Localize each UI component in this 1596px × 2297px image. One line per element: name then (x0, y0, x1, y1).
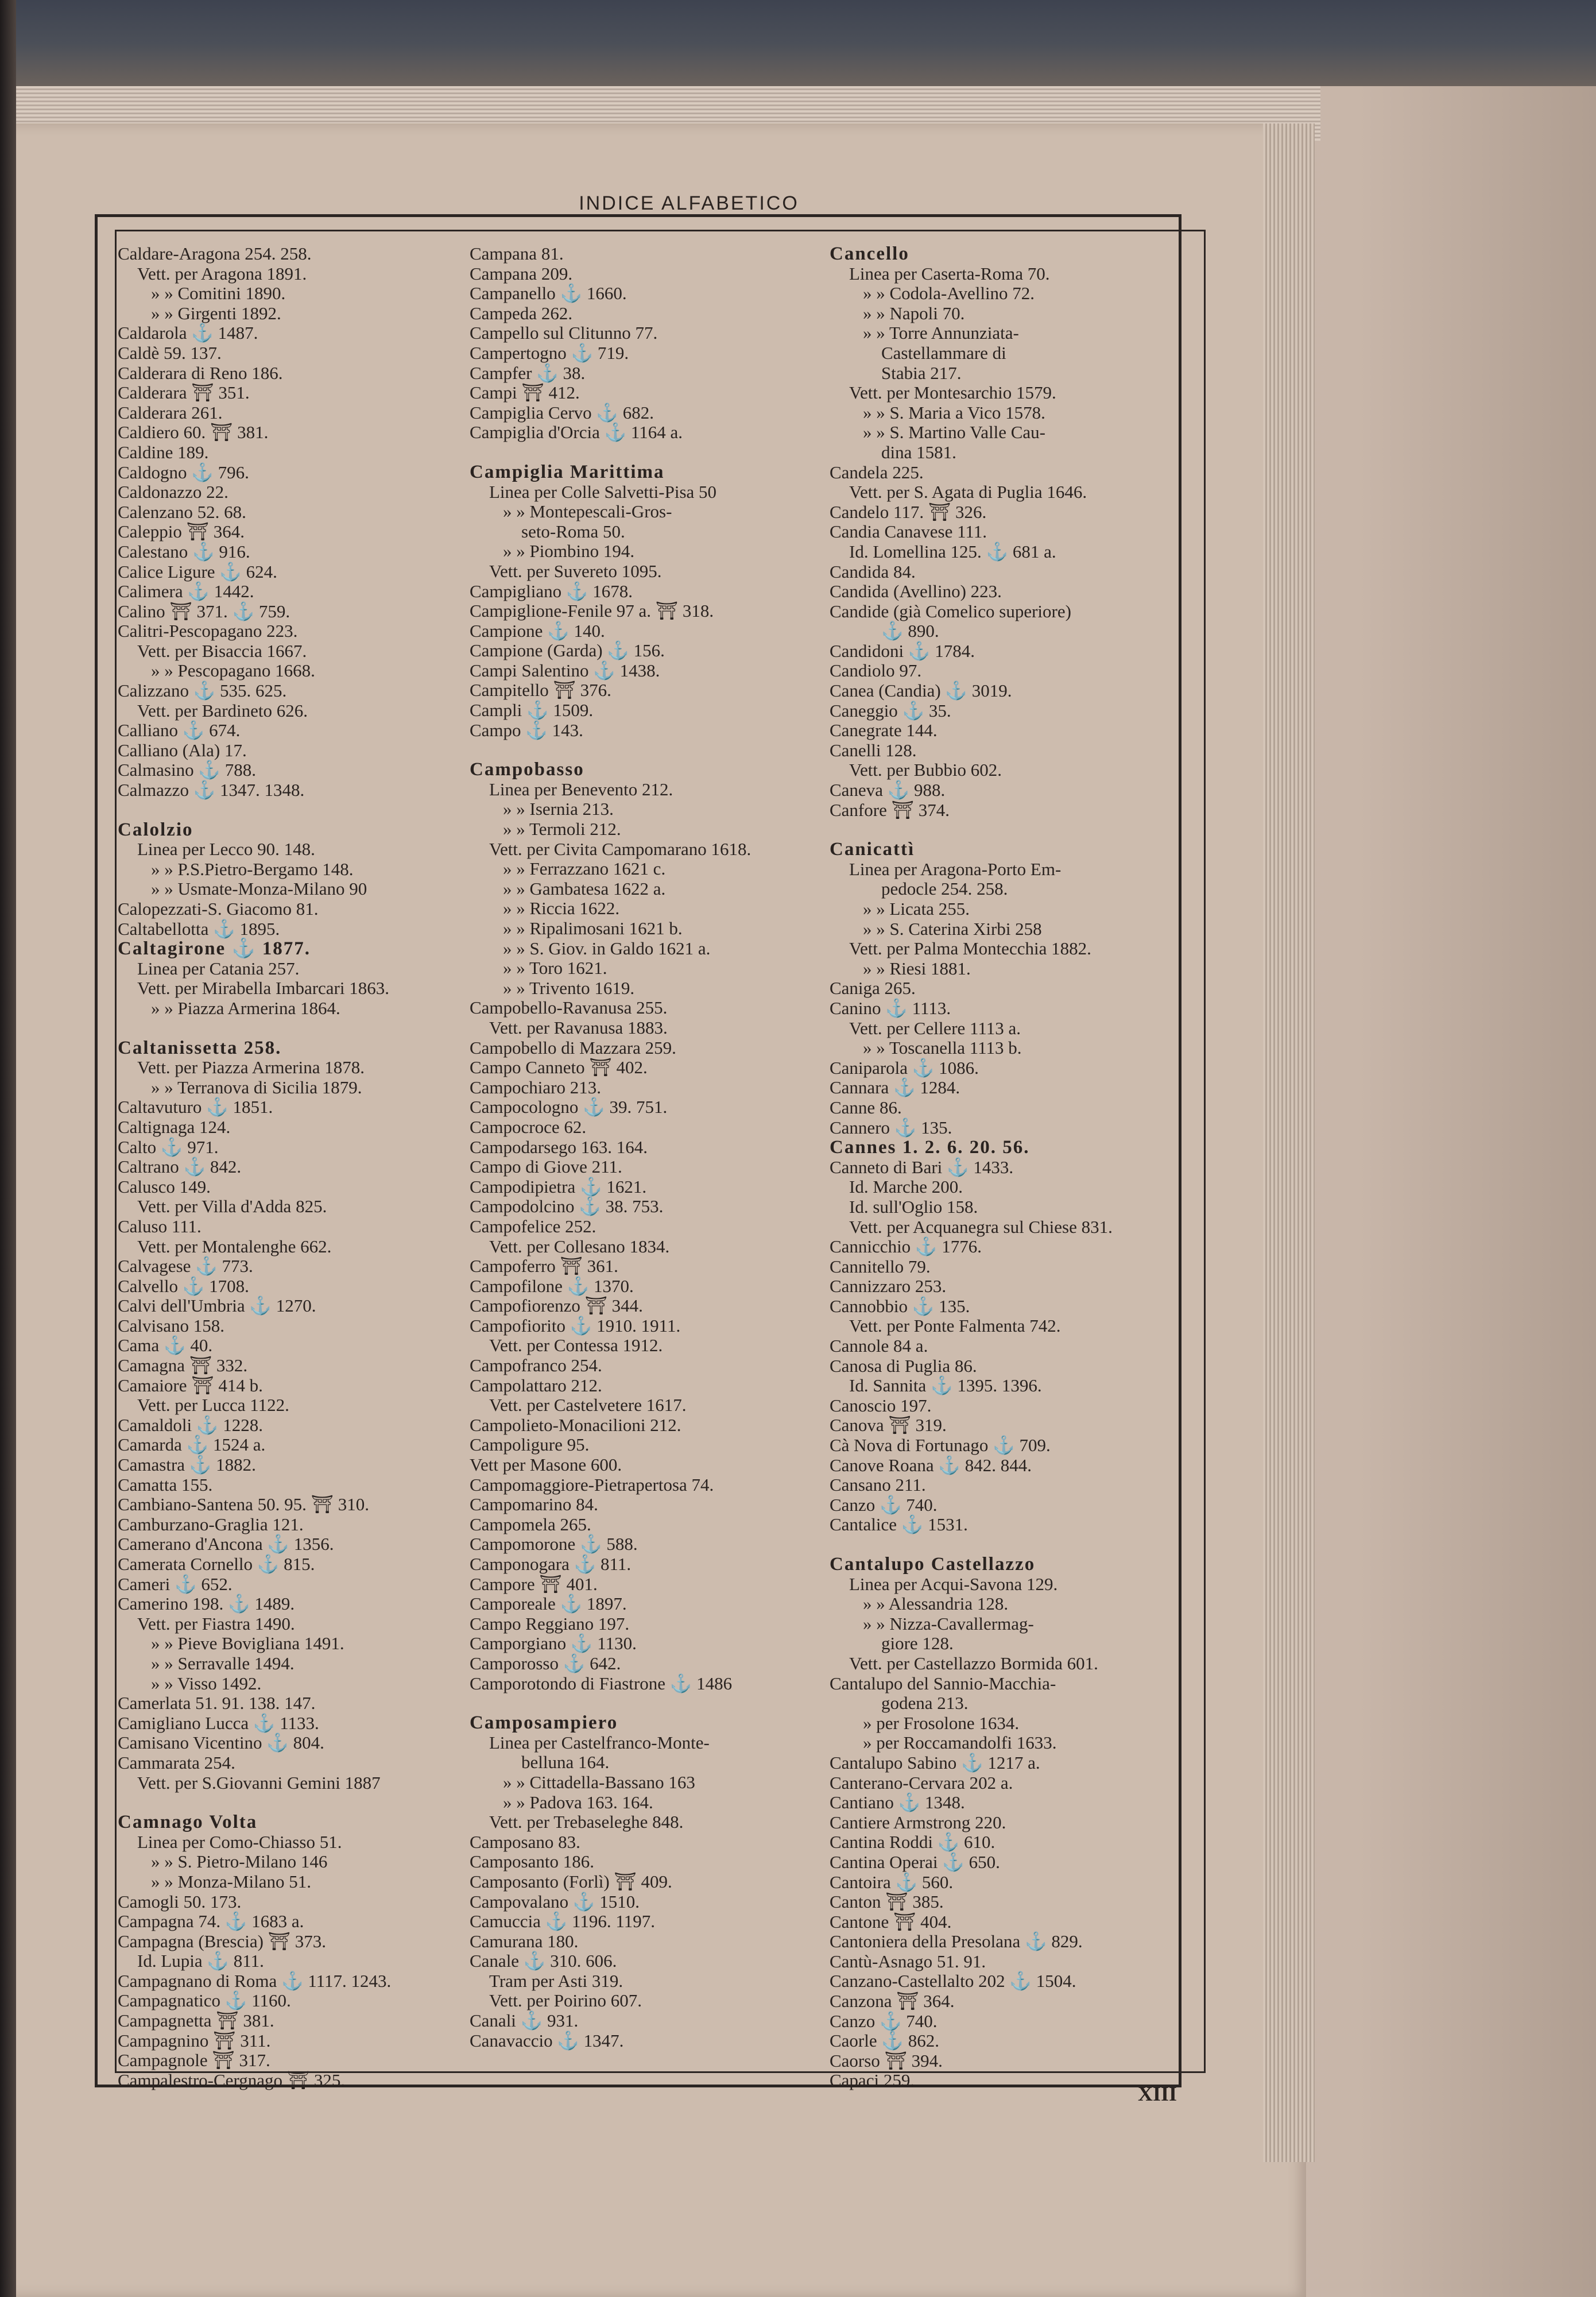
index-entry: » » Pescopagano 1668. (151, 660, 315, 681)
index-entry: Camatta 155. (118, 1474, 213, 1495)
index-entry: » » Isernia 213. (503, 799, 614, 819)
index-entry: Cantalice ⚓ 1531. (830, 1514, 968, 1535)
index-entry: » per Roccamandolfi 1633. (863, 1733, 1057, 1753)
index-entry: Campofilone ⚓ 1370. (470, 1275, 634, 1296)
index-entry: Calmazzo ⚓ 1347. 1348. (118, 780, 305, 801)
index-entry: Vett. per Contessa 1912. (489, 1335, 663, 1356)
index-entry: Linea per Caserta-Roma 70. (849, 263, 1050, 284)
index-entry: Camaiore ⛩ 414 b. (118, 1375, 263, 1395)
index-entry: Campodarsego 163. 164. (470, 1136, 648, 1157)
index-entry: Calino ⛩ 371. ⚓ 759. (118, 601, 290, 621)
index-entry: Camerano d'Ancona ⚓ 1356. (118, 1534, 334, 1554)
index-entry: Id. Marche 200. (849, 1177, 963, 1197)
index-entry: Canne 86. (830, 1097, 902, 1117)
index-entry: Cantalupo Castellazzo (830, 1554, 1036, 1575)
index-entry: » » Riccia 1622. (503, 898, 620, 919)
index-entry: Canino ⚓ 1113. (830, 997, 951, 1018)
index-entry: Canton ⛩ 385. (830, 1892, 944, 1912)
index-entry: Vett. per Poirino 607. (489, 1990, 642, 2011)
index-entry: Campo Reggiano 197. (470, 1613, 630, 1634)
index-entry: » » S. Martino Valle Cau- (863, 422, 1046, 443)
index-entry: Camposanto (Forlì) ⛩ 409. (470, 1871, 672, 1892)
index-entry: Campanello ⚓ 1660. (470, 283, 627, 304)
index-entry: Id. sull'Oglio 158. (849, 1196, 978, 1217)
index-entry: Camponogara ⚓ 811. (470, 1554, 632, 1574)
index-entry: Calvello ⚓ 1708. (118, 1275, 249, 1296)
index-entry: Campeda 262. (470, 303, 573, 323)
index-entry: Camastra ⚓ 1882. (118, 1455, 256, 1475)
index-entry: Campello sul Clitunno 77. (470, 323, 658, 343)
index-entry: Canzona ⛩ 364. (830, 1991, 955, 2012)
index-entry: » » Codola-Avellino 72. (863, 283, 1035, 304)
index-entry: belluna 164. (521, 1752, 610, 1773)
index-entry: Cannizzaro 253. (830, 1276, 947, 1297)
index-entry: » » Termoli 212. (503, 819, 621, 840)
index-entry: Cannero ⚓ 135. (830, 1117, 952, 1138)
index-entry: Camigliano Lucca ⚓ 1133. (118, 1712, 319, 1733)
cover-strip (0, 0, 1596, 86)
index-entry: Vett. per Bubbio 602. (849, 760, 1002, 780)
index-entry: Campagnetta ⛩ 381. (118, 2010, 274, 2031)
index-entry: Id. Lomellina 125. ⚓ 681 a. (849, 541, 1056, 562)
index-entry: Vett. per Collesano 1834. (489, 1236, 670, 1256)
index-entry: Calice Ligure ⚓ 624. (118, 561, 277, 582)
index-entry: » » Gambatesa 1622 a. (503, 878, 666, 899)
index-entry: Campomorone ⚓ 588. (470, 1534, 638, 1554)
index-entry: Campofiorenzo ⛩ 344. (470, 1296, 643, 1316)
index-entry: Cannicchio ⚓ 1776. (830, 1236, 982, 1257)
index-entry: Campochiaro 213. (470, 1077, 602, 1097)
binding-edge (0, 0, 16, 2297)
index-entry: Campagnole ⛩ 317. (118, 2050, 270, 2071)
index-entry: Camogli 50. 173. (118, 1891, 242, 1912)
index-entry: » » S. Caterina Xirbi 258 (863, 918, 1042, 939)
index-entry: Caldè 59. 137. (118, 342, 222, 363)
index-column-2 (470, 244, 808, 2051)
index-entry: Canterano-Cervara 202 a. (830, 1772, 1013, 1793)
index-entry: Campomela 265. (470, 1514, 591, 1534)
index-entry: Campiglione-Fenile 97 a. ⛩ 318. (470, 601, 714, 621)
index-entry: Stabia 217. (881, 362, 962, 383)
index-entry: Caldiero 60. ⛩ 381. (118, 422, 269, 443)
index-entry: godena 213. (881, 1693, 969, 1714)
index-entry: Vett. per Castellazzo Bormida 601. (849, 1653, 1098, 1673)
index-entry: Calliano ⚓ 674. (118, 720, 241, 741)
index-entry: Camarda ⚓ 1524 a. (118, 1434, 266, 1455)
index-entry: Vett. per S.Giovanni Gemini 1887 (137, 1772, 381, 1793)
index-entry: Linea per Benevento 212. (489, 779, 673, 799)
index-entry: Campolieto-Monacilioni 212. (470, 1414, 681, 1435)
index-entry: Camagna ⛩ 332. (118, 1355, 248, 1376)
index-entry: Caluso 111. (118, 1216, 202, 1236)
index-entry: » » Ferrazzano 1621 c. (503, 859, 666, 879)
index-entry: Caorle ⚓ 862. (830, 2031, 939, 2051)
index-entry: Cantiere Armstrong 220. (830, 1812, 1006, 1832)
index-entry: Camuccia ⚓ 1196. 1197. (470, 1911, 655, 1932)
index-entry: » » Pieve Bovigliana 1491. (151, 1633, 344, 1654)
index-entry: Calderara 261. (118, 402, 223, 423)
index-entry: Caneva ⚓ 988. (830, 780, 946, 801)
index-entry: Campobello di Mazzara 259. (470, 1037, 676, 1058)
index-entry: Candiolo 97. (830, 660, 922, 681)
index-entry: Cannes 1. 2. 6. 20. 56. (830, 1137, 1030, 1158)
index-entry: » » P.S.Pietro-Bergamo 148. (151, 859, 354, 879)
index-entry: Campocologno ⚓ 39. 751. (470, 1097, 668, 1117)
index-entry: » » Trivento 1619. (503, 977, 635, 998)
index-entry: Canosa di Puglia 86. (830, 1355, 977, 1376)
index-entry: » » Visso 1492. (151, 1673, 262, 1693)
index-entry: Linea per Colle Salvetti-Pisa 50 (489, 481, 717, 502)
index-entry: Calto ⚓ 971. (118, 1136, 219, 1157)
index-entry: Campione ⚓ 140. (470, 620, 605, 641)
index-entry: Id. Sannita ⚓ 1395. 1396. (849, 1375, 1042, 1396)
index-entry: Cantiano ⚓ 1348. (830, 1792, 965, 1813)
index-entry: Candia Canavese 111. (830, 521, 987, 542)
index-entry: Calliano (Ala) 17. (118, 740, 247, 760)
index-entry: Calestano ⚓ 916. (118, 541, 250, 562)
index-entry: Canova ⛩ 319. (830, 1415, 947, 1436)
index-entry: Campagnano di Roma ⚓ 1117. 1243. (118, 1970, 392, 1991)
index-entry: Canzo ⚓ 740. (830, 2010, 938, 2031)
index-entry: Vett. per Montesarchio 1579. (849, 382, 1056, 403)
index-entry: Caneggio ⚓ 35. (830, 700, 951, 721)
index-entry: Linea per Castelfranco-Monte- (489, 1732, 710, 1753)
index-entry: Campli ⚓ 1509. (470, 700, 594, 721)
page-stack-right-edge (1263, 123, 1315, 2162)
index-entry: » » Ripalimosani 1621 b. (503, 918, 683, 938)
index-entry: Caltavuturo ⚓ 1851. (118, 1097, 273, 1117)
index-entry: Campobasso (470, 759, 584, 780)
index-entry: Calderara ⛩ 351. (118, 382, 250, 403)
index-entry: Candide (già Comelico superiore) (830, 601, 1071, 621)
index-entry: Caldarola ⚓ 1487. (118, 323, 258, 343)
index-entry: Campore ⛩ 401. (470, 1573, 598, 1594)
index-entry: ⚓ 890. (881, 621, 939, 641)
index-entry: Vett. per Aragona 1891. (137, 263, 307, 284)
index-entry: Campiglia Marittima (470, 461, 665, 482)
index-entry: Campofiorito ⚓ 1910. 1911. (470, 1315, 681, 1336)
index-entry: Camerlata 51. 91. 138. 147. (118, 1693, 316, 1714)
index-entry: Cansano 211. (830, 1475, 926, 1495)
index-entry: Cancello (830, 243, 909, 264)
index-entry: Campfer ⚓ 38. (470, 362, 586, 383)
index-entry: Vett. per Lucca 1122. (137, 1395, 289, 1416)
page-header: INDICE ALFABETICO (579, 192, 799, 214)
index-entry: Vett. per Castelvetere 1617. (489, 1395, 687, 1416)
index-entry: Campagnatico ⚓ 1160. (118, 1990, 291, 2011)
index-entry: Cantone ⛩ 404. (830, 1911, 952, 1932)
index-entry: Linea per Lecco 90. 148. (137, 839, 315, 860)
index-entry: Caldogno ⚓ 796. (118, 462, 249, 482)
index-entry: » » Piombino 194. (503, 541, 635, 562)
index-entry: » » Nizza-Cavallermag- (863, 1613, 1034, 1634)
index-entry: » » Cittadella-Bassano 163 (503, 1772, 695, 1792)
index-entry: Campolattaro 212. (470, 1375, 602, 1395)
index-entry: Vett. per Fiastra 1490. (137, 1613, 295, 1634)
index-entry: » » Licata 255. (863, 899, 970, 919)
index-entry: Campiglia d'Orcia ⚓ 1164 a. (470, 422, 683, 443)
index-entry: Campofranco 254. (470, 1355, 602, 1376)
index-entry: Campo di Giove 211. (470, 1157, 622, 1177)
index-entry: Cannitello 79. (830, 1256, 931, 1277)
index-entry: Campo ⚓ 143. (470, 720, 583, 740)
index-entry: Campi ⛩ 412. (470, 382, 580, 403)
index-entry: Camisano Vicentino ⚓ 804. (118, 1733, 324, 1753)
index-entry: Calvisano 158. (118, 1315, 224, 1336)
index-entry: Vett per Masone 600. (470, 1455, 622, 1475)
index-entry: Calitri-Pescopagano 223. (118, 621, 298, 641)
index-entry: Vett. per S. Agata di Puglia 1646. (849, 482, 1087, 502)
index-entry: Cantalupo Sabino ⚓ 1217 a. (830, 1752, 1040, 1773)
index-entry: Campobello-Ravanusa 255. (470, 997, 668, 1018)
index-entry: Calderara di Reno 186. (118, 362, 283, 383)
index-column-3 (830, 244, 1168, 2091)
index-entry: Campofelice 252. (470, 1216, 596, 1236)
index-entry: Camposanto 186. (470, 1851, 594, 1872)
index-entry: Capaci 259. (830, 2070, 915, 2091)
index-entry: Canelli 128. (830, 740, 917, 760)
index-entry: Cannole 84 a. (830, 1336, 928, 1356)
index-entry: Linea per Acqui-Savona 129. (849, 1573, 1058, 1594)
index-entry: Cannara ⚓ 1284. (830, 1077, 960, 1098)
index-entry: » » Serravalle 1494. (151, 1653, 295, 1673)
index-entry: Caldare-Aragona 254. 258. (118, 243, 312, 264)
index-entry: Canfore ⛩ 374. (830, 799, 950, 820)
index-entry: » » Toscanella 1113 b. (863, 1038, 1022, 1058)
index-entry: » » S. Giov. in Galdo 1621 a. (503, 938, 711, 958)
index-entry: Id. Lupia ⚓ 811. (137, 1951, 264, 1971)
index-entry: Camporgiano ⚓ 1130. (470, 1633, 637, 1654)
index-entry: » » Torre Annunziata- (863, 323, 1019, 343)
index-entry: Campoligure 95. (470, 1434, 590, 1455)
index-entry: Caltabellotta ⚓ 1895. (118, 918, 280, 939)
index-entry: Cambiano-Santena 50. 95. ⛩ 310. (118, 1494, 369, 1515)
index-entry: Caltagirone ⚓ 1877. (118, 938, 311, 960)
index-entry: Canale ⚓ 310. 606. (470, 1951, 617, 1971)
index-entry: Vett. per Mirabella Imbarcari 1863. (137, 978, 389, 999)
index-entry: Campagna 74. ⚓ 1683 a. (118, 1911, 304, 1932)
index-entry: » » Usmate-Monza-Milano 90 (151, 879, 367, 899)
index-entry: » » Comitini 1890. (151, 283, 286, 304)
index-entry: Canzo ⚓ 740. (830, 1494, 938, 1515)
index-entry: » » S. Maria a Vico 1578. (863, 402, 1045, 423)
index-entry: Caniparola ⚓ 1086. (830, 1057, 979, 1078)
index-entry: Canavaccio ⚓ 1347. (470, 2030, 624, 2051)
index-entry: pedocle 254. 258. (881, 879, 1008, 899)
index-entry: Canegrate 144. (830, 720, 938, 741)
index-entry: Candida (Avellino) 223. (830, 581, 1002, 602)
index-entry: Vett. per Ravanusa 1883. (489, 1017, 668, 1038)
index-entry: Calolzio (118, 819, 193, 840)
index-entry: Tram per Asti 319. (489, 1970, 623, 1991)
index-entry: Camnago Volta (118, 1812, 258, 1833)
index-entry: Calimera ⚓ 1442. (118, 581, 254, 602)
index-entry: Calenzano 52. 68. (118, 501, 246, 522)
index-entry: Calvagese ⚓ 773. (118, 1256, 253, 1277)
index-entry: Vett. per Civita Campomarano 1618. (489, 838, 751, 859)
index-entry: Vett. per Montalenghe 662. (137, 1236, 332, 1256)
index-entry: Caorso ⛩ 394. (830, 2050, 943, 2071)
index-entry: Camporosso ⚓ 642. (470, 1653, 621, 1673)
index-entry: Candida 84. (830, 561, 916, 582)
index-entry: Caldonazzo 22. (118, 482, 228, 502)
index-entry: Campomaggiore-Pietrapertosa 74. (470, 1474, 714, 1495)
index-entry: Camposampiero (470, 1712, 618, 1734)
index-entry: Vett. per Suvereto 1095. (489, 560, 662, 581)
index-entry: Caniga 265. (830, 978, 916, 999)
index-entry: Campigliano ⚓ 1678. (470, 581, 633, 601)
index-entry: » » Toro 1621. (503, 958, 607, 979)
index-entry: Camerata Cornello ⚓ 815. (118, 1554, 315, 1574)
index-entry: Campana 209. (470, 263, 573, 284)
index-entry: » » Monza-Milano 51. (151, 1871, 311, 1892)
index-entry: Canicattì (830, 839, 915, 860)
index-entry: Campo Canneto ⛩ 402. (470, 1057, 648, 1078)
index-entry: Cammarata 254. (118, 1752, 235, 1773)
index-entry: » » Napoli 70. (863, 303, 965, 323)
index-entry: Candidoni ⚓ 1784. (830, 640, 975, 661)
index-entry: Camposano 83. (470, 1831, 580, 1852)
index-entry: Cameri ⚓ 652. (118, 1573, 233, 1594)
index-entry: Campagna (Brescia) ⛩ 373. (118, 1931, 327, 1951)
index-entry: » » Terranova di Sicilia 1879. (151, 1077, 362, 1097)
index-entry: » per Frosolone 1634. (863, 1712, 1020, 1733)
index-entry: Calusco 149. (118, 1176, 211, 1197)
index-entry: Campitello ⛩ 376. (470, 680, 611, 701)
index-entry: Cantalupo del Sannio-Macchia- (830, 1673, 1056, 1693)
index-entry: Camburzano-Graglia 121. (118, 1514, 304, 1534)
index-entry: Campagnino ⛩ 311. (118, 2030, 271, 2051)
index-entry: Campodolcino ⚓ 38. 753. (470, 1196, 664, 1217)
index-entry: Camaldoli ⚓ 1228. (118, 1414, 263, 1435)
index-entry: Caltrano ⚓ 842. (118, 1157, 242, 1177)
index-entry: Vett. per Piazza Armerina 1878. (137, 1057, 365, 1078)
index-entry: Caltignaga 124. (118, 1116, 231, 1137)
index-entry: Calmasino ⚓ 788. (118, 760, 256, 780)
index-entry: Vett. per Acquanegra sul Chiese 831. (849, 1216, 1113, 1237)
index-entry: Canove Roana ⚓ 842. 844. (830, 1455, 1032, 1475)
index-entry: Cantù-Asnago 51. 91. (830, 1951, 986, 1971)
index-entry: seto-Roma 50. (521, 521, 625, 542)
index-entry: Camurana 180. (470, 1931, 579, 1951)
index-entry: Calopezzati-S. Giacomo 81. (118, 899, 319, 919)
index-entry: Linea per Como-Chiasso 51. (137, 1831, 342, 1852)
index-entry: Camporeale ⚓ 1897. (470, 1594, 627, 1614)
index-entry: Campione (Garda) ⚓ 156. (470, 640, 665, 661)
index-entry: Canoscio 197. (830, 1395, 932, 1416)
index-entry: Vett. per Bardineto 626. (137, 700, 308, 721)
index-entry: dina 1581. (881, 442, 956, 462)
index-entry: Camerino 198. ⚓ 1489. (118, 1594, 295, 1614)
index-entry: Vett. per Trebaseleghe 848. (489, 1812, 684, 1832)
index-entry: Campertogno ⚓ 719. (470, 342, 629, 363)
index-entry: Camporotondo di Fiastrone ⚓ 1486 (470, 1673, 733, 1693)
index-entry: Cannobbio ⚓ 135. (830, 1296, 970, 1316)
index-entry: Cama ⚓ 40. (118, 1335, 213, 1356)
index-entry: Cantoira ⚓ 560. (830, 1871, 954, 1892)
index-entry: Campocroce 62. (470, 1116, 587, 1137)
index-entry: giore 128. (881, 1633, 954, 1654)
index-entry: » » Riesi 1881. (863, 958, 971, 979)
index-entry: Canzano-Castellalto 202 ⚓ 1504. (830, 1971, 1076, 1991)
index-entry: Campoferro ⛩ 361. (470, 1256, 618, 1277)
index-entry: Campiglia Cervo ⚓ 682. (470, 402, 654, 423)
index-entry: Caltanissetta 258. (118, 1037, 282, 1058)
index-entry: Candelo 117. ⛩ 326. (830, 501, 987, 522)
index-entry: Vett. per Cellere 1113 a. (849, 1018, 1021, 1038)
index-entry: Cantina Roddi ⚓ 610. (830, 1832, 995, 1853)
index-entry: Cà Nova di Fortunago ⚓ 709. (830, 1435, 1051, 1456)
index-entry: Linea per Aragona-Porto Em- (849, 859, 1062, 879)
index-entry: Vett. per Ponte Falmenta 742. (849, 1316, 1061, 1336)
index-entry: Campovalano ⚓ 1510. (470, 1891, 640, 1912)
index-entry: » » Montepescali-Gros- (503, 501, 672, 522)
index-entry: Campodipietra ⚓ 1621. (470, 1176, 647, 1197)
index-entry: » » Padova 163. 164. (503, 1792, 653, 1812)
index-entry: Cantina Operai ⚓ 650. (830, 1851, 1000, 1872)
index-entry: Campalestro-Cergnago ⛩ 325. (118, 2070, 346, 2090)
index-entry: Vett. per Bisaccia 1667. (137, 640, 307, 661)
index-entry: Caleppio ⛩ 364. (118, 521, 245, 542)
index-entry: Canea (Candia) ⚓ 3019. (830, 680, 1012, 701)
index-entry: Canneto di Bari ⚓ 1433. (830, 1157, 1014, 1177)
index-column-1 (118, 244, 456, 2090)
index-entry: Caldine 189. (118, 442, 209, 462)
index-entry: Canali ⚓ 931. (470, 2010, 579, 2031)
index-entry: » » Alessandria 128. (863, 1594, 1009, 1614)
index-entry: Calizzano ⚓ 535. 625. (118, 680, 287, 701)
page-number: XIII (1138, 2082, 1177, 2105)
index-entry: Vett. per Villa d'Adda 825. (137, 1196, 327, 1217)
index-entry: Vett. per Palma Montecchia 1882. (849, 938, 1091, 959)
index-entry: Campana 81. (470, 243, 564, 264)
index-entry: Candela 225. (830, 462, 924, 482)
index-entry: » » Piazza Armerina 1864. (151, 997, 340, 1018)
index-entry: Campi Salentino ⚓ 1438. (470, 660, 660, 680)
index-entry: Castellammare di (881, 342, 1006, 363)
index-entry: Linea per Catania 257. (137, 958, 300, 979)
index-entry: Cantoniera della Presolana ⚓ 829. (830, 1931, 1083, 1952)
index-entry: Calvi dell'Umbria ⚓ 1270. (118, 1296, 316, 1316)
index-entry: » » Girgenti 1892. (151, 303, 281, 323)
index-entry: » » S. Pietro-Milano 146 (151, 1851, 328, 1872)
index-entry: Campomarino 84. (470, 1494, 598, 1515)
